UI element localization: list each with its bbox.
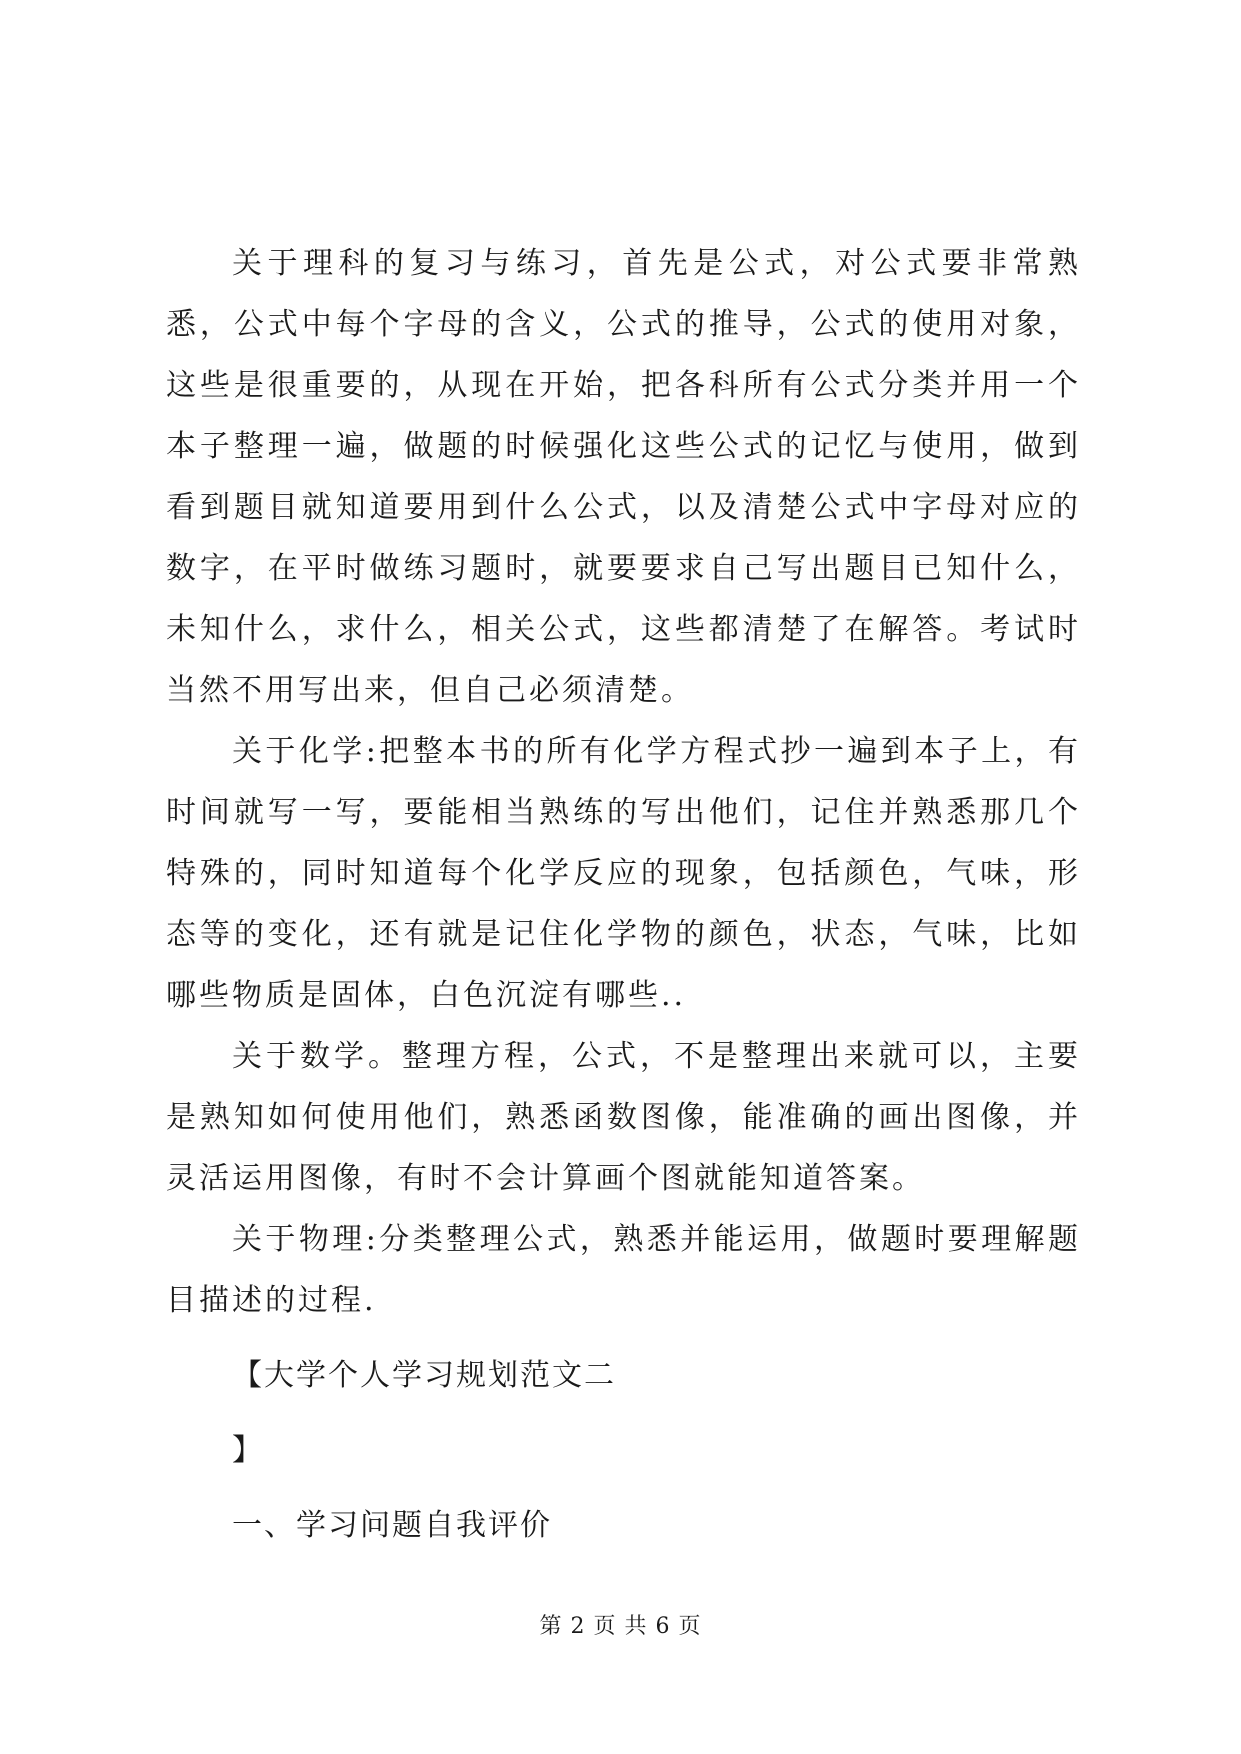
section-title-closing-bracket: 】 bbox=[232, 1433, 264, 1468]
document-body bbox=[166, 233, 1081, 1556]
paragraph-science-review: 关于理科的复习与练习，首先是公式，对公式要非常熟悉，公式中每个字母的含义，公式的推导，公式的使用对象，这些是很重要的，从现在开始，把各科所有公式分类并用一个本子整理一遍，做题的时候强化这些公式的记忆与使用，做到看到题目就知道要用到什么公式，以及清楚公式中字母对应的数字，在平时做练习题时，就要要求自己写出题目已知什么，未知什么，求什么，相关公式，这些都清楚了在解答。考试时当然不用写出来，但自己必须清楚。 bbox=[166, 246, 1081, 708]
page-number-footer: 第 2 页 共 6 页 bbox=[539, 1614, 702, 1639]
paragraph-chemistry: 关于化学:把整本书的所有化学方程式抄一遍到本子上，有时间就写一写，要能相当熟练的写出他们，记住并熟悉那几个特殊的，同时知道每个化学反应的现象，包括颜色，气味，形态等的变化，还有就是记住化学物的颜色，状态，气味，比如哪些物质是固体，白色沉淀有哪些.. bbox=[166, 734, 1081, 1013]
section-title: 【大学个人学习规划范文二 bbox=[232, 1358, 616, 1393]
paragraph-physics: 关于物理:分类整理公式，熟悉并能运用，做题时要理解题目描述的过程. bbox=[166, 1222, 1081, 1318]
paragraph-math: 关于数学。整理方程，公式，不是整理出来就可以，主要是熟知如何使用他们，熟悉函数图像，能准确的画出图像，并灵活运用图像，有时不会计算画个图就能知道答案。 bbox=[166, 1039, 1081, 1196]
subheading-self-evaluation: 一、学习问题自我评价 bbox=[232, 1508, 552, 1543]
